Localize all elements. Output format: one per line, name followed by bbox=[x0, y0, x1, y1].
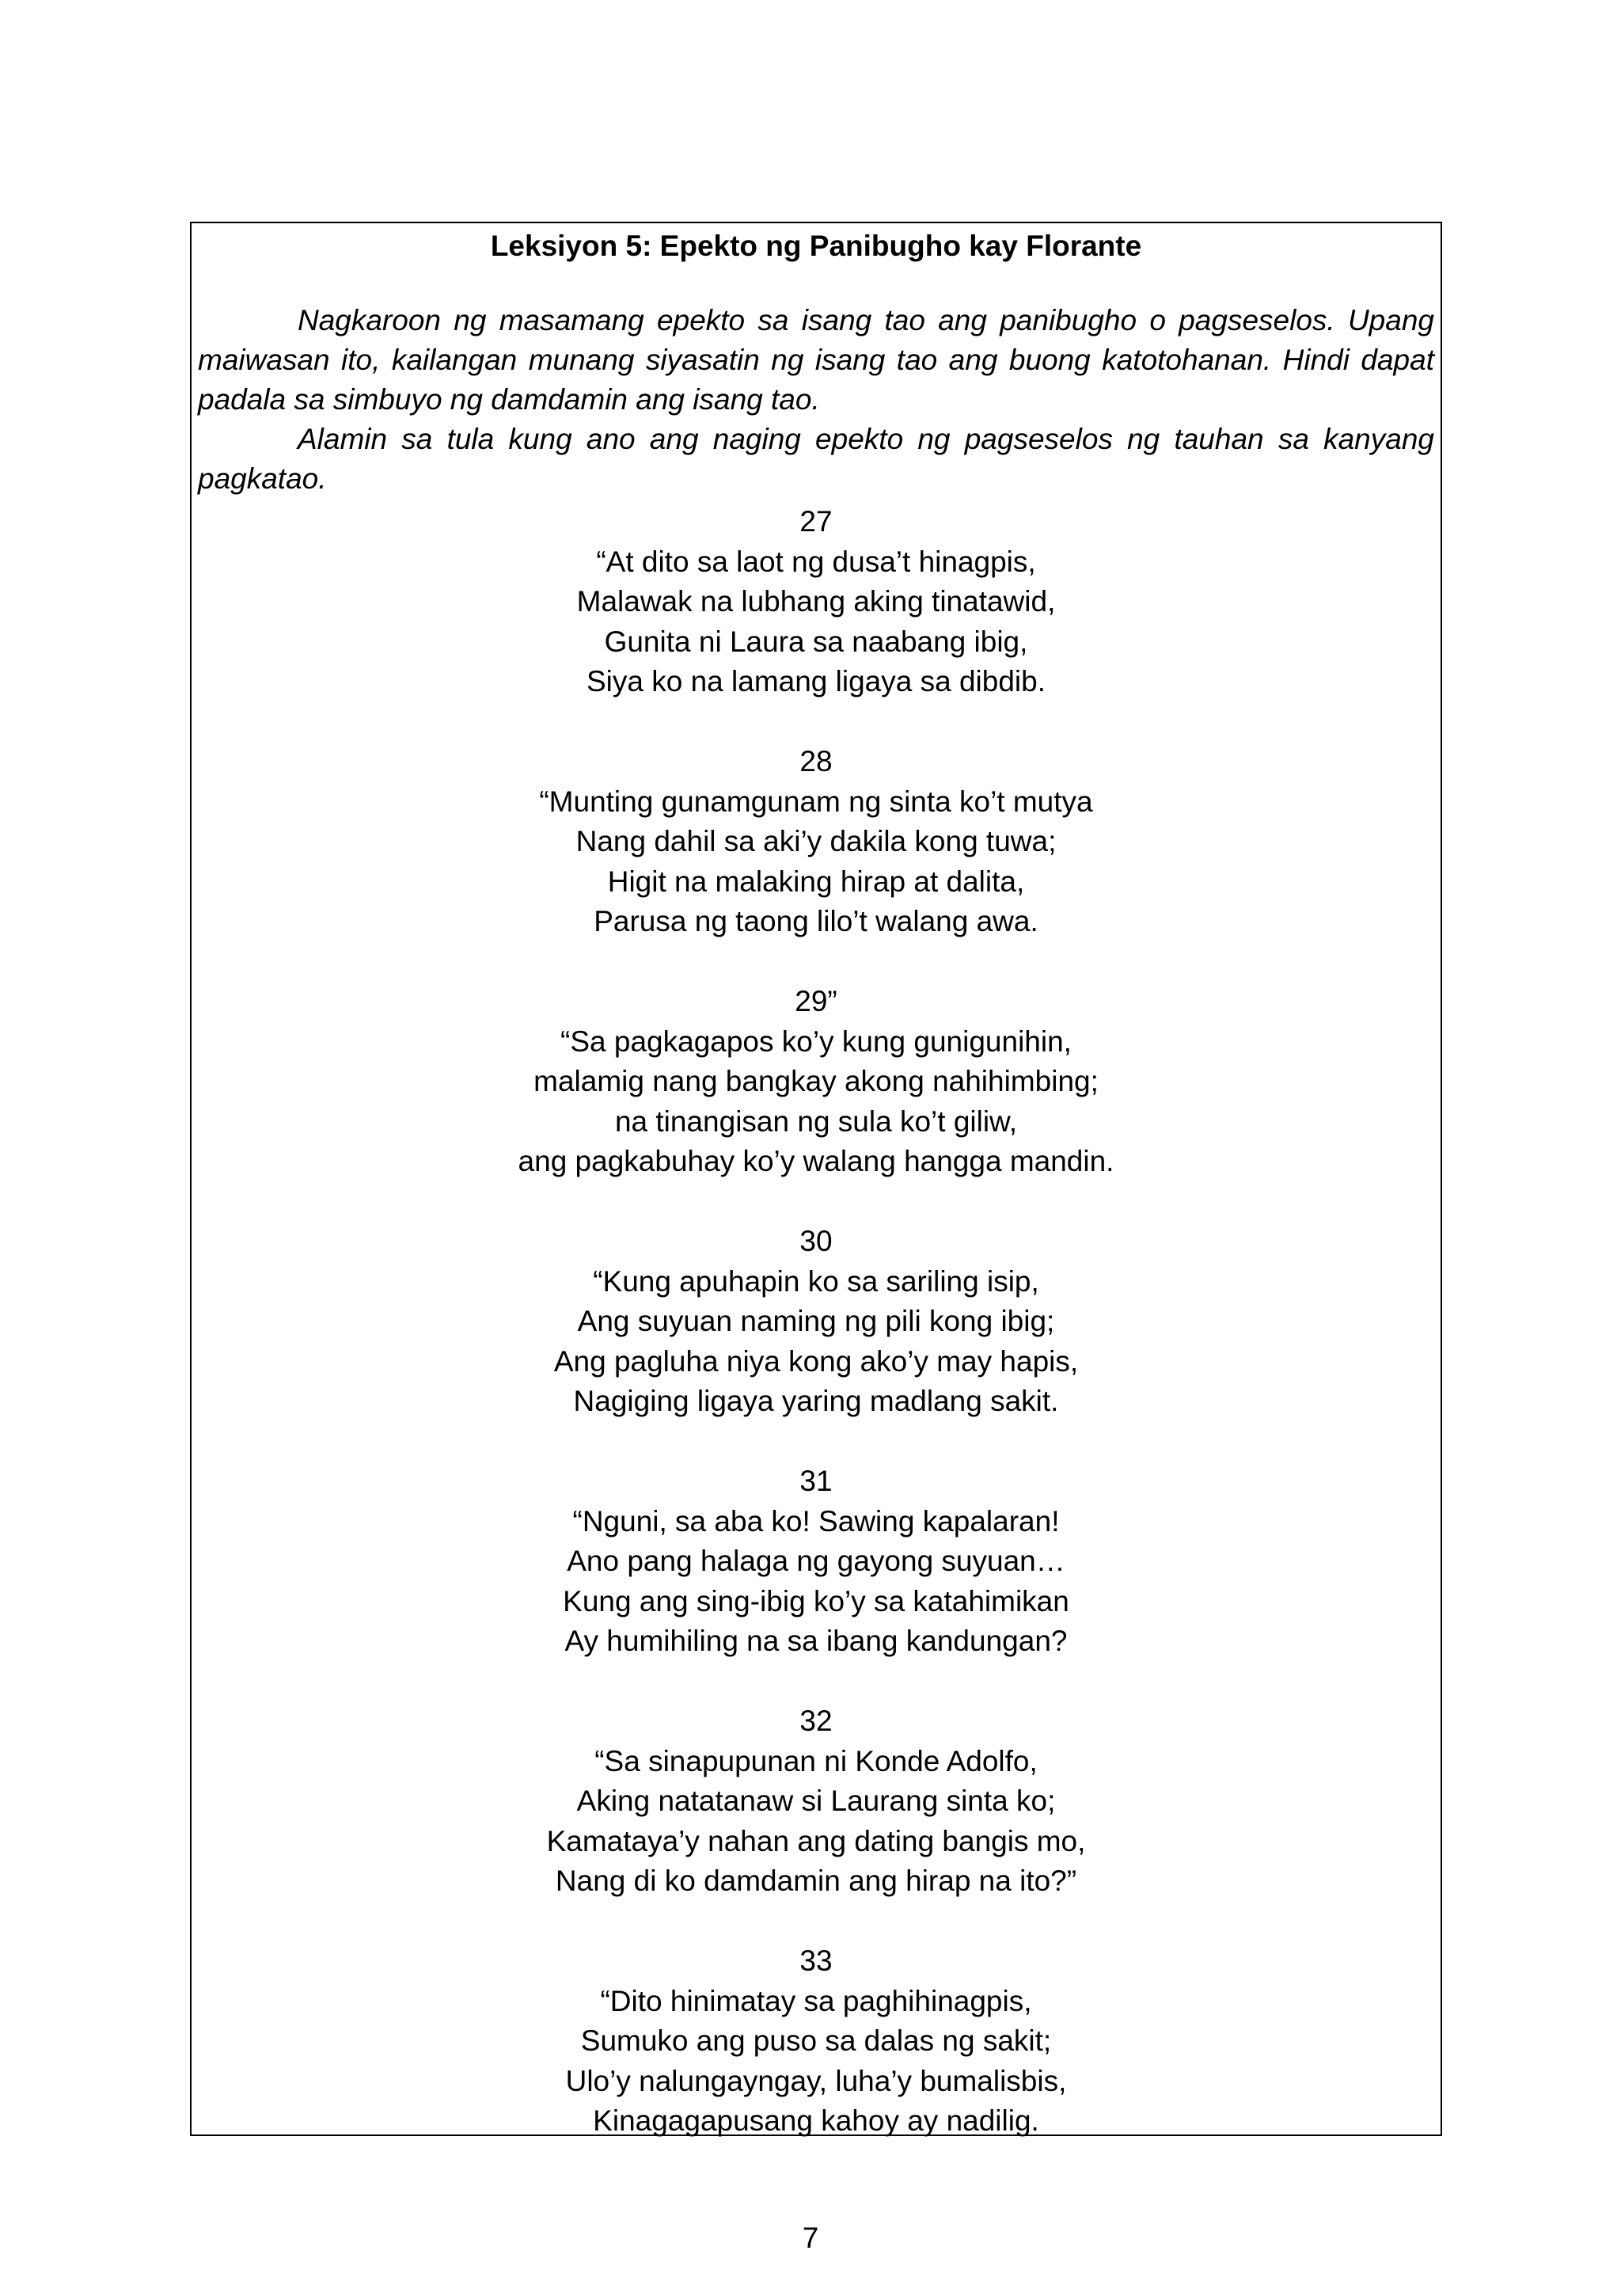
poem-line: “Dito hinimatay sa paghihinagpis, bbox=[600, 1984, 1032, 2017]
stanza-number: 27 bbox=[799, 505, 833, 538]
stanza-number: 30 bbox=[799, 1225, 833, 1257]
stanza-number: 31 bbox=[799, 1465, 833, 1497]
stanza bbox=[198, 1941, 1434, 2142]
poem-line: Siya ko na lamang ligaya sa dibdib. bbox=[586, 665, 1046, 698]
stanza-number: 28 bbox=[799, 745, 833, 777]
poem-line: Nang dahil sa aki’y dakila kong tuwa; bbox=[575, 825, 1057, 857]
intro-paragraph: Nagkaroon ng masamang epekto sa isang tao ang panibugho o pagseselos. Upang maiwasan ito, kailangan munang siyasatin ng isang tao ang buong katotohanan. Hindi dapat padala sa simbuyo ng damdamin ang isang tao. bbox=[198, 304, 1434, 416]
stanza bbox=[198, 1222, 1434, 1422]
poem-line: Sumuko ang puso sa dalas ng sakit; bbox=[580, 2024, 1052, 2057]
poem-line: “At dito sa laot ng dusa’t hinagpis, bbox=[596, 545, 1036, 578]
stanza-number: 29” bbox=[795, 985, 837, 1017]
poem-line: Ulo’y nalungayngay, luha’y bumalisbis, bbox=[565, 2064, 1067, 2097]
poem-line: Kinagagapusang kahoy ay nadilig. bbox=[593, 2104, 1039, 2137]
poem bbox=[198, 502, 1434, 2142]
poem-line: Kung ang sing-ibig ko’y sa katahimikan bbox=[563, 1584, 1069, 1617]
poem-line: “Sa sinapupunan ni Konde Adolfo, bbox=[594, 1744, 1038, 1777]
poem-line: Ano pang halaga ng gayong suyuan… bbox=[567, 1545, 1065, 1577]
poem-line: malamig nang bangkay akong nahihimbing; bbox=[533, 1065, 1099, 1097]
lesson-box bbox=[190, 222, 1442, 2136]
poem-line: Ay humihiling na sa ibang kandungan? bbox=[564, 1625, 1068, 1657]
lesson-title: Leksiyon 5: Epekto ng Panibugho kay Florante bbox=[490, 230, 1142, 262]
poem-line: ang pagkabuhay ko’y walang hangga mandin. bbox=[518, 1145, 1114, 1177]
stanza bbox=[198, 1701, 1434, 1902]
stanza bbox=[198, 742, 1434, 942]
poem-line: “Nguni, sa aba ko! Sawing kapalaran! bbox=[572, 1504, 1060, 1538]
poem-line: Ang suyuan naming ng pili kong ibig; bbox=[577, 1305, 1055, 1337]
poem-line: Parusa ng taong lilo’t walang awa. bbox=[594, 905, 1038, 937]
poem-line: Malawak na lubhang aking tinatawid, bbox=[576, 585, 1056, 618]
stanza bbox=[198, 982, 1434, 1182]
poem-line: na tinangisan ng sula ko’t giliw, bbox=[614, 1104, 1018, 1138]
poem-line: “Munting gunamgunam ng sinta ko’t mutya bbox=[539, 785, 1093, 818]
poem-line: Aking natatanaw si Laurang sinta ko; bbox=[576, 1785, 1056, 1817]
poem-line: Nang di ko damdamin ang hirap na ito?” bbox=[555, 1865, 1077, 1897]
poem-line: Kamataya’y nahan ang dating bangis mo, bbox=[546, 1824, 1086, 1857]
intro-paragraph: Alamin sa tula kung ano ang naging epekto ng pagseselos ng tauhan sa kanyang pagkatao. bbox=[198, 423, 1434, 495]
poem-line: Higit na malaking hirap at dalita, bbox=[607, 865, 1025, 898]
stanza bbox=[198, 1462, 1434, 1662]
stanza-number: 33 bbox=[799, 1944, 833, 1977]
stanza-number: 32 bbox=[799, 1705, 833, 1737]
intro-section bbox=[198, 301, 1434, 499]
poem-line: Gunita ni Laura sa naabang ibig, bbox=[604, 625, 1028, 658]
poem-line: Nagiging ligaya yaring madlang sakit. bbox=[573, 1385, 1059, 1417]
poem-line: “Kung apuhapin ko sa sariling isip, bbox=[593, 1264, 1039, 1298]
stanza bbox=[198, 502, 1434, 702]
page-number: 7 bbox=[802, 2222, 819, 2254]
poem-line: “Sa pagkagapos ko’y kung gunigunihin, bbox=[560, 1024, 1072, 1058]
poem-line: Ang pagluha niya kong ako’y may hapis, bbox=[553, 1344, 1079, 1378]
